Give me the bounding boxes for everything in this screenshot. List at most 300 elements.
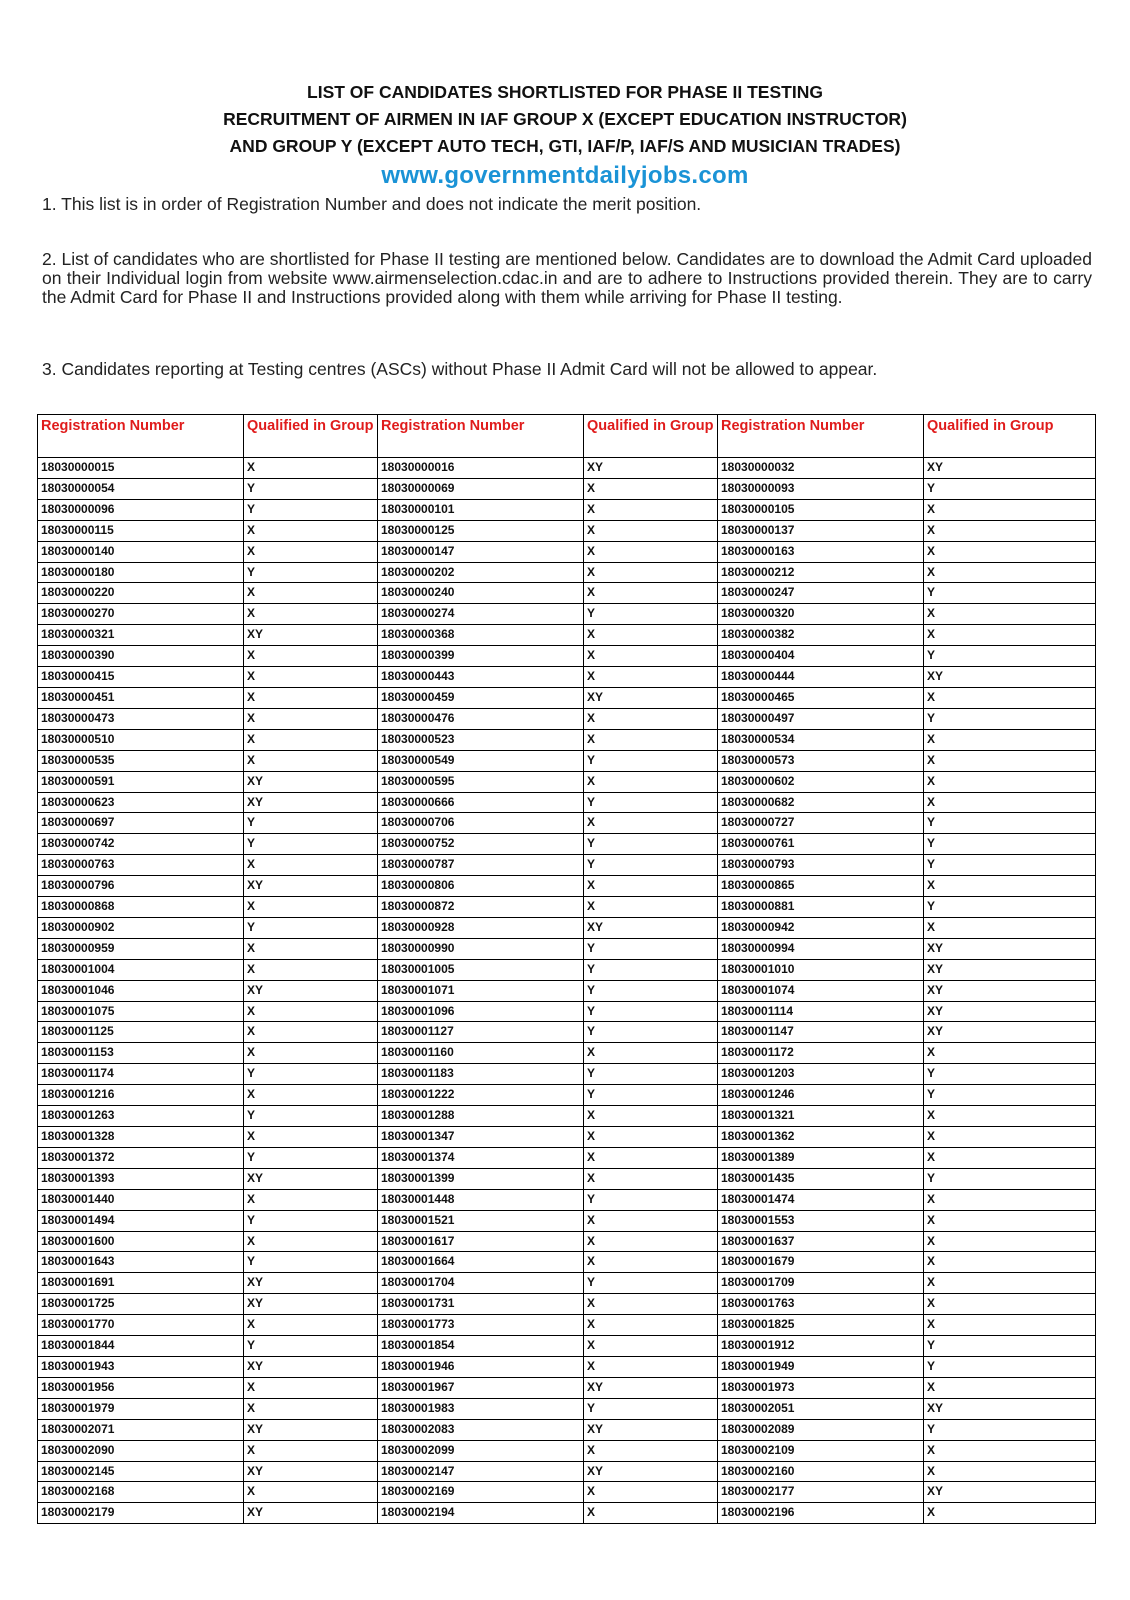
qualified-group-cell: X — [584, 1294, 718, 1315]
qualified-group-cell: X — [244, 1231, 378, 1252]
qualified-group-cell: X — [244, 583, 378, 604]
registration-number-cell: 18030001637 — [718, 1231, 924, 1252]
registration-number-cell: 18030000321 — [38, 625, 244, 646]
registration-number-cell: 18030000212 — [718, 562, 924, 583]
table-row — [38, 980, 1096, 1001]
qualified-group-cell: X — [924, 541, 1096, 562]
table-row — [38, 855, 1096, 876]
qualified-group-cell: X — [584, 729, 718, 750]
qualified-group-cell: Y — [244, 1147, 378, 1168]
registration-number-cell: 18030000666 — [378, 792, 584, 813]
registration-number-cell: 18030001691 — [38, 1273, 244, 1294]
registration-number-cell: 18030000787 — [378, 855, 584, 876]
qualified-group-cell: X — [924, 687, 1096, 708]
qualified-group-cell: XY — [924, 1398, 1096, 1419]
table-row — [38, 959, 1096, 980]
registration-number-cell: 18030002179 — [38, 1503, 244, 1524]
qualified-group-cell: X — [244, 959, 378, 980]
registration-number-cell: 18030000390 — [38, 646, 244, 667]
qualified-group-cell: X — [924, 1377, 1096, 1398]
registration-number-cell: 18030001393 — [38, 1168, 244, 1189]
table-row — [38, 792, 1096, 813]
registration-number-cell: 18030000868 — [38, 897, 244, 918]
table-row — [38, 1440, 1096, 1461]
qualified-group-cell: X — [584, 1168, 718, 1189]
qualified-group-cell: X — [924, 520, 1096, 541]
qualified-group-cell: Y — [584, 1001, 718, 1022]
qualified-group-cell: X — [924, 792, 1096, 813]
qualified-group-cell: X — [584, 1336, 718, 1357]
column-header: Qualified in Group — [584, 415, 718, 458]
qualified-group-cell: X — [584, 876, 718, 897]
qualified-group-cell: XY — [244, 1461, 378, 1482]
registration-number-cell: 18030001389 — [718, 1147, 924, 1168]
registration-number-cell: 18030002160 — [718, 1461, 924, 1482]
qualified-group-cell: X — [584, 1231, 718, 1252]
table-row — [38, 1064, 1096, 1085]
qualified-group-cell: X — [244, 1482, 378, 1503]
qualified-group-cell: Y — [924, 855, 1096, 876]
qualified-group-cell: X — [584, 1503, 718, 1524]
qualified-group-cell: X — [244, 1043, 378, 1064]
qualified-group-cell: Y — [584, 938, 718, 959]
qualified-group-cell: X — [244, 1377, 378, 1398]
qualified-group-cell: Y — [244, 834, 378, 855]
table-row — [38, 1503, 1096, 1524]
registration-number-cell: 18030001075 — [38, 1001, 244, 1022]
column-header: Qualified in Group — [244, 415, 378, 458]
registration-number-cell: 18030000415 — [38, 667, 244, 688]
candidates-table — [37, 414, 1096, 1524]
qualified-group-cell: X — [584, 708, 718, 729]
qualified-group-cell: XY — [244, 771, 378, 792]
registration-number-cell: 18030000510 — [38, 729, 244, 750]
registration-number-cell: 18030001372 — [38, 1147, 244, 1168]
qualified-group-cell: X — [244, 1315, 378, 1336]
column-header: Registration Number — [38, 415, 244, 458]
registration-number-cell: 18030001160 — [378, 1043, 584, 1064]
registration-number-cell: 18030000240 — [378, 583, 584, 604]
table-row — [38, 1461, 1096, 1482]
registration-number-cell: 18030001600 — [38, 1231, 244, 1252]
heading-line-2: RECRUITMENT OF AIRMEN IN IAF GROUP X (EXCEPT EDUCATION INSTRUCTOR) — [223, 109, 907, 129]
qualified-group-cell: X — [584, 625, 718, 646]
registration-number-cell: 18030001448 — [378, 1189, 584, 1210]
registration-number-cell: 18030001956 — [38, 1377, 244, 1398]
qualified-group-cell: X — [244, 1189, 378, 1210]
registration-number-cell: 18030001553 — [718, 1210, 924, 1231]
qualified-group-cell: Y — [584, 834, 718, 855]
registration-number-cell: 18030001374 — [378, 1147, 584, 1168]
registration-number-cell: 18030000032 — [718, 458, 924, 479]
table-row — [38, 667, 1096, 688]
registration-number-cell: 18030000727 — [718, 813, 924, 834]
table-body — [38, 458, 1096, 1524]
qualified-group-cell: XY — [584, 458, 718, 479]
registration-number-cell: 18030000220 — [38, 583, 244, 604]
registration-number-cell: 18030000163 — [718, 541, 924, 562]
registration-number-cell: 18030000473 — [38, 708, 244, 729]
qualified-group-cell: X — [924, 1503, 1096, 1524]
registration-number-cell: 18030001074 — [718, 980, 924, 1001]
registration-number-cell: 18030000459 — [378, 687, 584, 708]
qualified-group-cell: XY — [584, 917, 718, 938]
qualified-group-cell: X — [244, 729, 378, 750]
registration-number-cell: 18030000096 — [38, 499, 244, 520]
registration-number-cell: 18030000591 — [38, 771, 244, 792]
qualified-group-cell: X — [924, 876, 1096, 897]
heading-line-1: LIST OF CANDIDATES SHORTLISTED FOR PHASE II TESTING — [307, 82, 823, 102]
registration-number-cell: 18030001347 — [378, 1127, 584, 1148]
registration-number-cell: 18030001946 — [378, 1356, 584, 1377]
registration-number-cell: 18030001474 — [718, 1189, 924, 1210]
registration-number-cell: 18030000806 — [378, 876, 584, 897]
qualified-group-cell: X — [924, 1127, 1096, 1148]
qualified-group-cell: X — [244, 604, 378, 625]
note-2: 2. List of candidates who are shortlisted for Phase II testing are mentioned below. Candidates are to download the Admit Card uploaded on their Individual login from website www.airmenselection.cdac.in and are to adhere to Instructions provided therein. They are to carry the Admit Card for Phase II and Instructions provided along with them while arriving for Phase II testing. — [42, 249, 1092, 307]
qualified-group-cell: XY — [924, 458, 1096, 479]
registration-number-cell: 18030001399 — [378, 1168, 584, 1189]
registration-number-cell: 18030000125 — [378, 520, 584, 541]
qualified-group-cell: X — [584, 478, 718, 499]
registration-number-cell: 18030000451 — [38, 687, 244, 708]
registration-number-cell: 18030001973 — [718, 1377, 924, 1398]
qualified-group-cell: X — [584, 541, 718, 562]
table-row — [38, 1210, 1096, 1231]
qualified-group-cell: X — [924, 1189, 1096, 1210]
qualified-group-cell: Y — [924, 646, 1096, 667]
table-row — [38, 687, 1096, 708]
qualified-group-cell: Y — [924, 1356, 1096, 1377]
qualified-group-cell: Y — [584, 959, 718, 980]
registration-number-cell: 18030001704 — [378, 1273, 584, 1294]
qualified-group-cell: X — [924, 1252, 1096, 1273]
qualified-group-cell: XY — [584, 1377, 718, 1398]
qualified-group-cell: X — [584, 583, 718, 604]
qualified-group-cell: XY — [924, 959, 1096, 980]
table-row — [38, 1482, 1096, 1503]
registration-number-cell: 18030001153 — [38, 1043, 244, 1064]
registration-number-cell: 18030001983 — [378, 1398, 584, 1419]
table-row — [38, 1189, 1096, 1210]
qualified-group-cell: X — [584, 499, 718, 520]
registration-number-cell: 18030000270 — [38, 604, 244, 625]
qualified-group-cell: XY — [584, 1461, 718, 1482]
registration-number-cell: 18030000990 — [378, 938, 584, 959]
registration-number-cell: 18030000872 — [378, 897, 584, 918]
qualified-group-cell: X — [244, 1440, 378, 1461]
registration-number-cell: 18030001825 — [718, 1315, 924, 1336]
registration-number-cell: 18030000147 — [378, 541, 584, 562]
registration-number-cell: 18030000752 — [378, 834, 584, 855]
registration-number-cell: 18030001246 — [718, 1085, 924, 1106]
qualified-group-cell: X — [924, 499, 1096, 520]
registration-number-cell: 18030000404 — [718, 646, 924, 667]
qualified-group-cell: Y — [924, 583, 1096, 604]
registration-number-cell: 18030002147 — [378, 1461, 584, 1482]
registration-number-cell: 18030001010 — [718, 959, 924, 980]
registration-number-cell: 18030000382 — [718, 625, 924, 646]
registration-number-cell: 18030000595 — [378, 771, 584, 792]
qualified-group-cell: XY — [924, 667, 1096, 688]
qualified-group-cell: Y — [244, 562, 378, 583]
qualified-group-cell: Y — [244, 478, 378, 499]
table-row — [38, 604, 1096, 625]
table-row — [38, 750, 1096, 771]
table-row — [38, 938, 1096, 959]
qualified-group-cell: X — [924, 1440, 1096, 1461]
registration-number-cell: 18030001114 — [718, 1001, 924, 1022]
registration-number-cell: 18030000761 — [718, 834, 924, 855]
registration-number-cell: 18030000015 — [38, 458, 244, 479]
qualified-group-cell: XY — [924, 938, 1096, 959]
qualified-group-cell: Y — [244, 1064, 378, 1085]
qualified-group-cell: X — [584, 1043, 718, 1064]
qualified-group-cell: Y — [924, 1168, 1096, 1189]
qualified-group-cell: Y — [584, 1273, 718, 1294]
registration-number-cell: 18030001216 — [38, 1085, 244, 1106]
table-row — [38, 834, 1096, 855]
registration-number-cell: 18030001222 — [378, 1085, 584, 1106]
table-row — [38, 771, 1096, 792]
registration-number-cell: 18030000682 — [718, 792, 924, 813]
table-row — [38, 897, 1096, 918]
registration-number-cell: 18030001440 — [38, 1189, 244, 1210]
table-row — [38, 917, 1096, 938]
table-row — [38, 1001, 1096, 1022]
qualified-group-cell: Y — [244, 813, 378, 834]
qualified-group-cell: X — [924, 562, 1096, 583]
qualified-group-cell: X — [244, 708, 378, 729]
qualified-group-cell: X — [584, 1106, 718, 1127]
qualified-group-cell: X — [584, 897, 718, 918]
registration-number-cell: 18030001854 — [378, 1336, 584, 1357]
qualified-group-cell: XY — [244, 625, 378, 646]
qualified-group-cell: XY — [244, 980, 378, 1001]
registration-number-cell: 18030002177 — [718, 1482, 924, 1503]
qualified-group-cell: X — [924, 604, 1096, 625]
registration-number-cell: 18030001046 — [38, 980, 244, 1001]
qualified-group-cell: Y — [244, 1336, 378, 1357]
registration-number-cell: 18030000959 — [38, 938, 244, 959]
registration-number-cell: 18030000137 — [718, 520, 924, 541]
table-row — [38, 1315, 1096, 1336]
registration-number-cell: 18030002145 — [38, 1461, 244, 1482]
registration-number-cell: 18030000523 — [378, 729, 584, 750]
registration-number-cell: 18030002051 — [718, 1398, 924, 1419]
registration-number-cell: 18030002090 — [38, 1440, 244, 1461]
registration-number-cell: 18030001844 — [38, 1336, 244, 1357]
registration-number-cell: 18030000865 — [718, 876, 924, 897]
qualified-group-cell: X — [244, 646, 378, 667]
qualified-group-cell: Y — [924, 478, 1096, 499]
qualified-group-cell: Y — [584, 1064, 718, 1085]
table-row — [38, 458, 1096, 479]
qualified-group-cell: Y — [924, 1085, 1096, 1106]
table-row — [38, 1022, 1096, 1043]
qualified-group-cell: X — [244, 458, 378, 479]
registration-number-cell: 18030001362 — [718, 1127, 924, 1148]
registration-number-cell: 18030002089 — [718, 1419, 924, 1440]
registration-number-cell: 18030000444 — [718, 667, 924, 688]
table-row — [38, 646, 1096, 667]
qualified-group-cell: Y — [924, 813, 1096, 834]
registration-number-cell: 18030000105 — [718, 499, 924, 520]
qualified-group-cell: X — [244, 1085, 378, 1106]
registration-number-cell: 18030001943 — [38, 1356, 244, 1377]
registration-number-cell: 18030000602 — [718, 771, 924, 792]
table-row — [38, 520, 1096, 541]
table-row — [38, 1336, 1096, 1357]
qualified-group-cell: XY — [244, 792, 378, 813]
qualified-group-cell: X — [924, 750, 1096, 771]
qualified-group-cell: Y — [244, 917, 378, 938]
qualified-group-cell: X — [584, 1127, 718, 1148]
table-row — [38, 562, 1096, 583]
qualified-group-cell: X — [584, 1440, 718, 1461]
table-row — [38, 1127, 1096, 1148]
document-heading — [0, 79, 1130, 160]
registration-number-cell: 18030001174 — [38, 1064, 244, 1085]
registration-number-cell: 18030001912 — [718, 1336, 924, 1357]
registration-number-cell: 18030000274 — [378, 604, 584, 625]
registration-number-cell: 18030001172 — [718, 1043, 924, 1064]
qualified-group-cell: X — [584, 813, 718, 834]
registration-number-cell: 18030001494 — [38, 1210, 244, 1231]
column-header: Qualified in Group — [924, 415, 1096, 458]
qualified-group-cell: Y — [244, 1252, 378, 1273]
table-row — [38, 1294, 1096, 1315]
qualified-group-cell: Y — [924, 834, 1096, 855]
qualified-group-cell: X — [584, 1252, 718, 1273]
table-row — [38, 1252, 1096, 1273]
qualified-group-cell: X — [924, 1231, 1096, 1252]
table-row — [38, 625, 1096, 646]
registration-number-cell: 18030001521 — [378, 1210, 584, 1231]
qualified-group-cell: XY — [584, 1419, 718, 1440]
qualified-group-cell: X — [924, 1294, 1096, 1315]
table-row — [38, 1398, 1096, 1419]
registration-number-cell: 18030000697 — [38, 813, 244, 834]
qualified-group-cell: X — [924, 1106, 1096, 1127]
registration-number-cell: 18030002194 — [378, 1503, 584, 1524]
qualified-group-cell: X — [924, 1315, 1096, 1336]
heading-line-3: AND GROUP Y (EXCEPT AUTO TECH, GTI, IAF/P, IAF/S AND MUSICIAN TRADES) — [229, 136, 901, 156]
qualified-group-cell: XY — [584, 687, 718, 708]
qualified-group-cell: Y — [584, 1398, 718, 1419]
qualified-group-cell: Y — [584, 855, 718, 876]
qualified-group-cell: Y — [924, 1419, 1096, 1440]
registration-number-cell: 18030001004 — [38, 959, 244, 980]
qualified-group-cell: X — [244, 897, 378, 918]
registration-number-cell: 18030000368 — [378, 625, 584, 646]
registration-number-cell: 18030001127 — [378, 1022, 584, 1043]
table-row — [38, 1356, 1096, 1377]
qualified-group-cell: XY — [924, 1001, 1096, 1022]
registration-number-cell: 18030000497 — [718, 708, 924, 729]
registration-number-cell: 18030000320 — [718, 604, 924, 625]
registration-number-cell: 18030001967 — [378, 1377, 584, 1398]
registration-number-cell: 18030001617 — [378, 1231, 584, 1252]
registration-number-cell: 18030000069 — [378, 478, 584, 499]
qualified-group-cell: X — [924, 625, 1096, 646]
qualified-group-cell: XY — [244, 1294, 378, 1315]
note-1: 1. This list is in order of Registration Number and does not indicate the merit position. — [42, 194, 702, 214]
column-header: Registration Number — [718, 415, 924, 458]
qualified-group-cell: X — [244, 855, 378, 876]
registration-number-cell: 18030001679 — [718, 1252, 924, 1273]
table-row — [38, 478, 1096, 499]
qualified-group-cell: XY — [244, 1273, 378, 1294]
table-row — [38, 1273, 1096, 1294]
registration-number-cell: 18030000623 — [38, 792, 244, 813]
registration-number-cell: 18030000763 — [38, 855, 244, 876]
registration-number-cell: 18030000534 — [718, 729, 924, 750]
qualified-group-cell: Y — [924, 1064, 1096, 1085]
website-watermark: www.governmentdailyjobs.com — [381, 162, 749, 189]
qualified-group-cell: X — [584, 1210, 718, 1231]
qualified-group-cell: X — [244, 520, 378, 541]
qualified-group-cell: X — [584, 771, 718, 792]
qualified-group-cell: Y — [924, 1336, 1096, 1357]
registration-number-cell: 18030001125 — [38, 1022, 244, 1043]
registration-number-cell: 18030001773 — [378, 1315, 584, 1336]
qualified-group-cell: Y — [584, 1085, 718, 1106]
registration-number-cell: 18030002083 — [378, 1419, 584, 1440]
qualified-group-cell: Y — [584, 604, 718, 625]
registration-number-cell: 18030000549 — [378, 750, 584, 771]
qualified-group-cell: XY — [924, 980, 1096, 1001]
registration-number-cell: 18030001288 — [378, 1106, 584, 1127]
registration-number-cell: 18030001770 — [38, 1315, 244, 1336]
table-row — [38, 1106, 1096, 1127]
qualified-group-cell: X — [924, 729, 1096, 750]
table-row — [38, 1168, 1096, 1189]
registration-number-cell: 18030000016 — [378, 458, 584, 479]
registration-number-cell: 18030001096 — [378, 1001, 584, 1022]
column-header: Registration Number — [378, 415, 584, 458]
registration-number-cell: 18030000706 — [378, 813, 584, 834]
registration-number-cell: 18030001664 — [378, 1252, 584, 1273]
registration-number-cell: 18030001643 — [38, 1252, 244, 1273]
registration-number-cell: 18030001321 — [718, 1106, 924, 1127]
qualified-group-cell: Y — [244, 499, 378, 520]
registration-number-cell: 18030001979 — [38, 1398, 244, 1419]
registration-number-cell: 18030000742 — [38, 834, 244, 855]
registration-number-cell: 18030001709 — [718, 1273, 924, 1294]
registration-number-cell: 18030000994 — [718, 938, 924, 959]
registration-number-cell: 18030001203 — [718, 1064, 924, 1085]
registration-number-cell: 18030001147 — [718, 1022, 924, 1043]
registration-number-cell: 18030000101 — [378, 499, 584, 520]
registration-number-cell: 18030000796 — [38, 876, 244, 897]
qualified-group-cell: Y — [584, 1189, 718, 1210]
registration-number-cell: 18030001435 — [718, 1168, 924, 1189]
table-row — [38, 1419, 1096, 1440]
qualified-group-cell: X — [244, 938, 378, 959]
registration-number-cell: 18030001731 — [378, 1294, 584, 1315]
qualified-group-cell: X — [924, 1210, 1096, 1231]
registration-number-cell: 18030000247 — [718, 583, 924, 604]
qualified-group-cell: Y — [584, 1022, 718, 1043]
table-row — [38, 729, 1096, 750]
registration-number-cell: 18030000202 — [378, 562, 584, 583]
qualified-group-cell: X — [584, 1356, 718, 1377]
qualified-group-cell: XY — [244, 876, 378, 897]
table-row — [38, 499, 1096, 520]
registration-number-cell: 18030000140 — [38, 541, 244, 562]
registration-number-cell: 18030000928 — [378, 917, 584, 938]
